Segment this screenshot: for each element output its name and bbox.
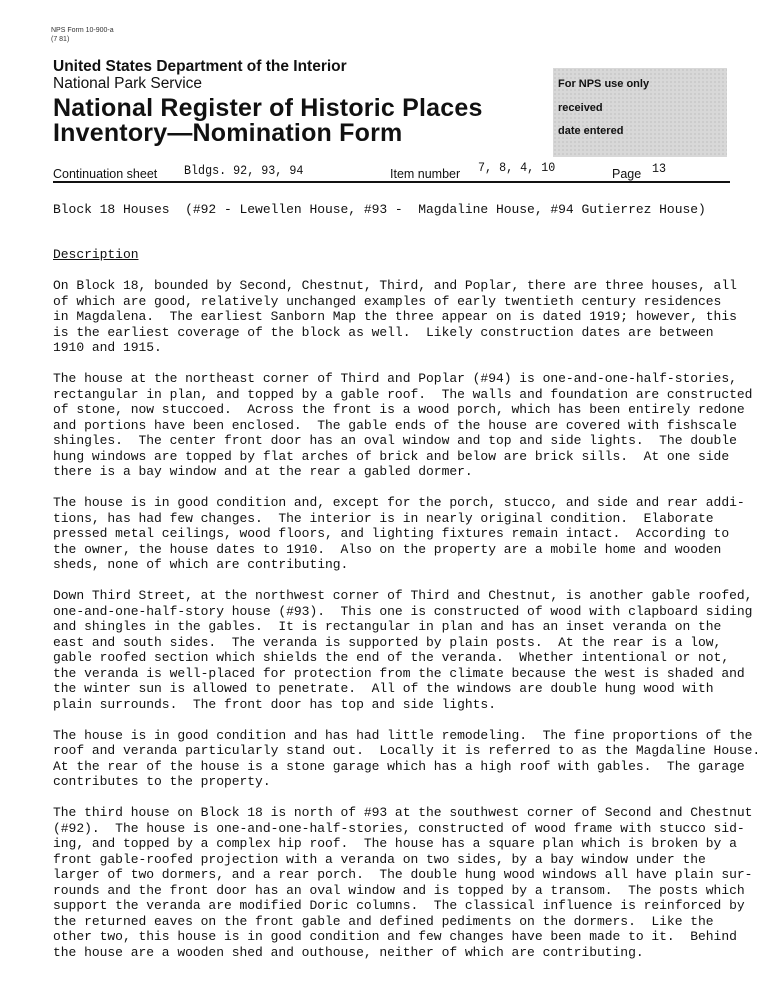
item-number-label: Item number bbox=[390, 167, 461, 181]
date-entered-label: date entered bbox=[558, 125, 624, 137]
form-title bbox=[53, 96, 483, 146]
form-number bbox=[51, 26, 114, 44]
department-name: United States Department of the Interior bbox=[53, 58, 347, 75]
form-date: (7 81) bbox=[51, 36, 70, 43]
continuation-sheet-label: Continuation sheet bbox=[53, 167, 158, 181]
continuation-sheet-value: Bldgs. 92, 93, 94 bbox=[184, 163, 304, 178]
form-number-text: NPS Form 10-900-a bbox=[51, 27, 114, 34]
page-label: Page bbox=[612, 167, 642, 181]
paragraph: The house is in good condition and has had little remodeling. The fine proportions of the roof and veranda particularly stand out. Locally it is referred to as the Magdaline House. At the rear of the house is a stone garage which has a high roof with gables. The garage contributes to the property. bbox=[53, 727, 761, 789]
page-value: 13 bbox=[652, 161, 667, 176]
paragraph: Down Third Street, at the northwest corner of Third and Chestnut, is another gable roofed, one-and-one-half-story house (#93). This one is constructed of wood with clapboard siding and shingles in the gables. It is rectangular in plan and has an inset veranda on the east and south sides. The veranda is supported by plain posts. At the rear is a low, gable roofed section which shields the end of the veranda. Whether intentional or not, the veranda is well-placed for protection from the climate because the west is shaded and the winter sun is allowed to penetrate. All of the windows are double hung wood with plain surrounds. The front door has top and side lights. bbox=[53, 588, 753, 712]
received-label: received bbox=[558, 102, 603, 114]
block-houses-line: Block 18 Houses (#92 - Lewellen House, #93 - Magdaline House, #94 Gutierrez House) bbox=[53, 202, 706, 217]
paragraph: The house at the northeast corner of Third and Poplar (#94) is one-and-one-half-stories, rectangular in plan, and topped by a gable roof. The walls and foundation are constructed of stone, now stuccoed. Across the front is a wood porch, which has been entirely redone and portions have been enclosed. The gable ends of the house are covered with fishscale shingles. The center front door has an oval window and top and side lights. The double hung windows are topped by flat arches of brick and below are brick sills. At one side there is a bay window and at the rear a gabled dormer. bbox=[53, 371, 753, 479]
paragraph: The third house on Block 18 is north of #93 at the southwest corner of Second and Chestnut (#92). The house is one-and-one-half-stories, constructed of wood frame with stucco sid- ing, and topped by a complex hip roof. The house has a square plan which is broken by a front gable-roofed projection with a veranda on two sides, by a bay window under the larger of two dormers, and a rear porch. The double hung wood windows all have plain sur- rounds and the front door has an oval window and is topped by a transom. The posts which support the veranda are modified Doric columns. The classical influence is reinforced by the returned eaves on the front gable and defined pediments on the dormers. Like the other two, this house is in good condition and few changes have been made to it. Behind the house are a wooden shed and outhouse, neither of which are contributing. bbox=[53, 805, 753, 960]
form-title-line2: Inventory—Nomination Form bbox=[53, 119, 403, 147]
form-title-line1: National Register of Historic Places bbox=[53, 94, 483, 122]
nps-use-box bbox=[553, 68, 727, 157]
service-name: National Park Service bbox=[53, 75, 203, 92]
item-number-value: 7, 8, 4, 10 bbox=[478, 160, 556, 175]
nps-use-heading: For NPS use only bbox=[558, 78, 650, 90]
paragraph: The house is in good condition and, except for the porch, stucco, and side and rear addi- tions, has had few changes. The interior is in nearly original condition. Elaborate pressed metal ceilings, wood floors, and lighting fixtures remain intact. According to the owner, the house dates to 1910. Also on the property are a mobile home and wooden sheds, none of which are contributing. bbox=[53, 495, 745, 572]
paragraph: On Block 18, bounded by Second, Chestnut, Third, and Poplar, there are three houses, all of which are good, relatively unchanged examples of early twentieth century residences in Magdalena. The earliest Sanborn Map the three appear on is dated 1919; however, this is the earliest coverage of the block as well. Likely construction dates are between 1910 and 1915. bbox=[53, 278, 737, 355]
description-body bbox=[53, 278, 768, 976]
section-heading: Description bbox=[53, 247, 139, 262]
continuation-row bbox=[53, 161, 730, 183]
